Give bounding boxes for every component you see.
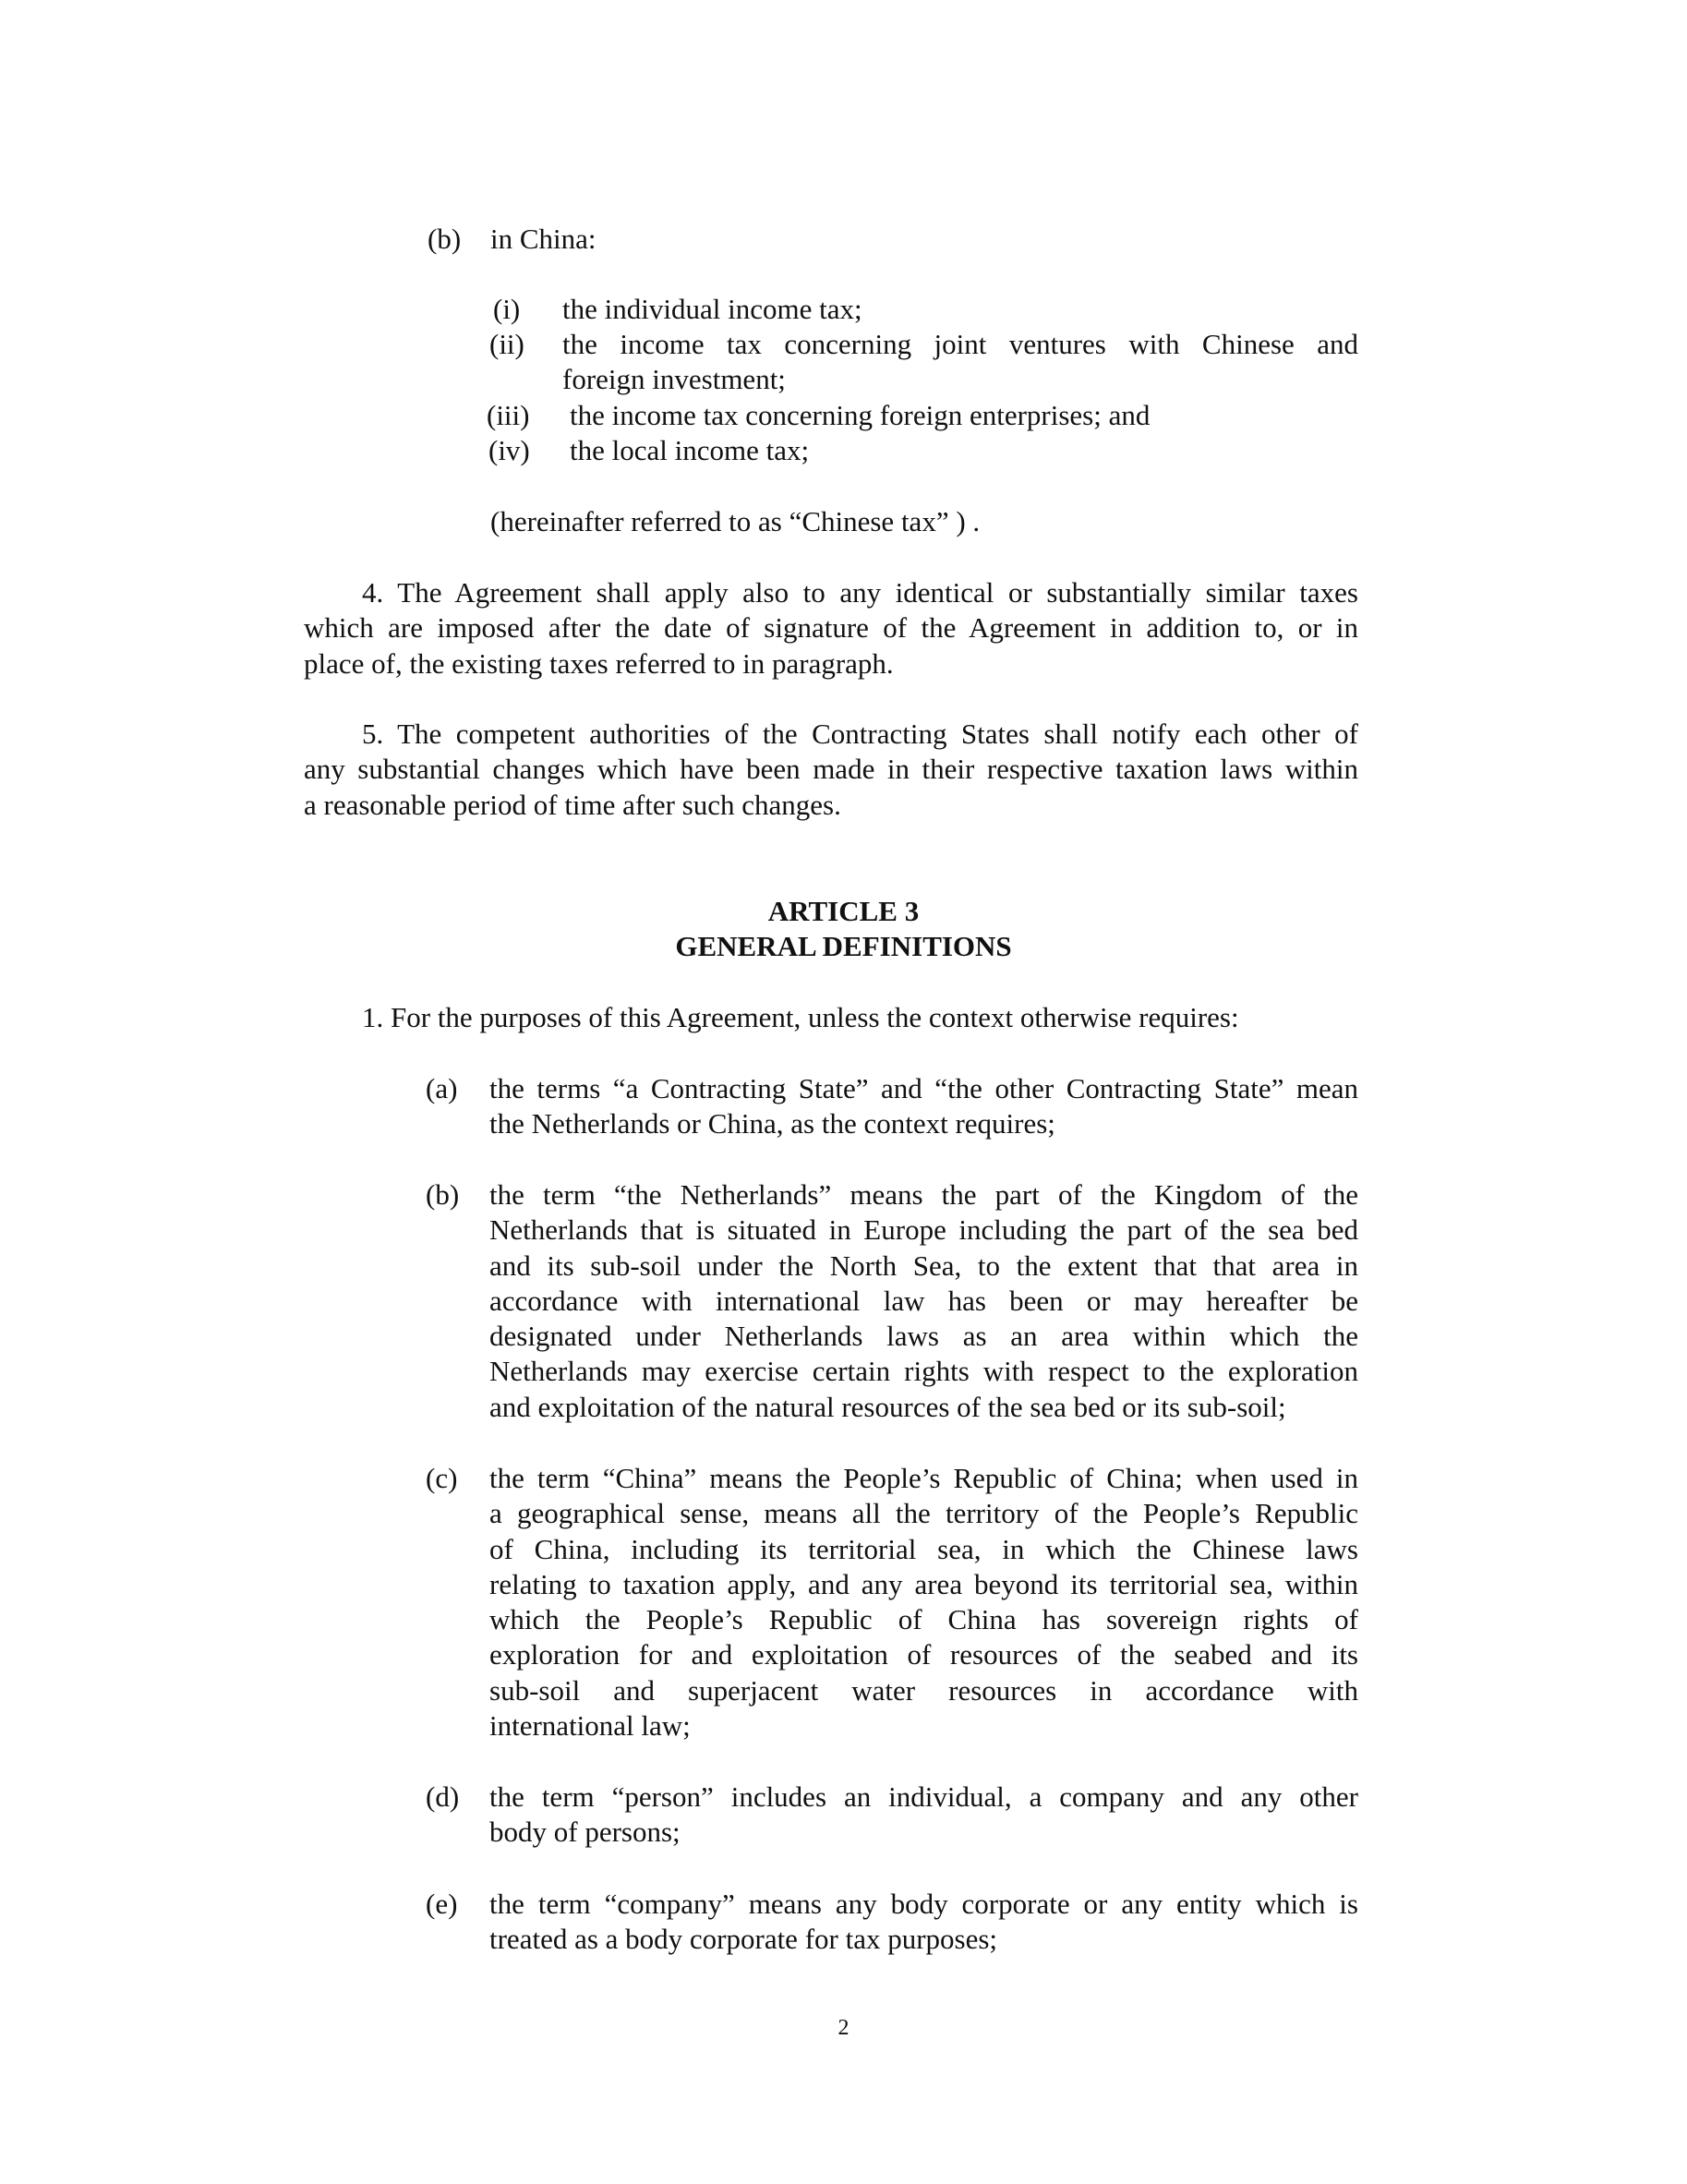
subitem-marker: (i) — [493, 293, 521, 325]
page-number: 2 — [837, 2016, 850, 2040]
definition-d: the term “person” includes an individual, a company and any other body of persons; — [489, 1780, 1358, 1849]
subitem-text: the individual income tax; — [562, 293, 862, 325]
definition-e: the term “company” means any body corporate or any entity which is treated as a body corporate for tax purposes; — [489, 1888, 1358, 1956]
subitem-marker: (iii) — [487, 399, 530, 431]
item-heading: in China: — [490, 223, 596, 255]
subitem-text: the income tax concerning foreign enterprises; and — [570, 399, 1151, 431]
subitem-marker: (ii) — [489, 328, 524, 360]
subitem-marker: (iv) — [488, 434, 530, 466]
paragraph-5: 5. The competent authorities of the Contracting States shall notify each other of any substantial changes which have been made in their respective taxation laws within a reasonable period of time after such changes. — [304, 718, 1358, 821]
article-number: ARTICLE 3 — [767, 895, 920, 927]
article-title: GENERAL DEFINITIONS — [675, 930, 1012, 962]
definition-marker: (d) — [426, 1780, 460, 1813]
definition-marker: (a) — [426, 1072, 458, 1104]
definition-b: the term “the Netherlands” means the part of the Kingdom of the Netherlands that is situated in Europe including the part of the sea bed and its sub-soil under the North Sea, to the extent that that area in accordance with international law has been or may hereafter be designated under Netherlands laws as an area within which the Netherlands may exercise certain rights with respect to the exploration and exploitation of the natural resources of the sea bed or its sub-soil; — [489, 1178, 1358, 1423]
hereinafter-note: (hereinafter referred to as “Chinese tax” ) . — [490, 505, 981, 537]
paragraph-4: 4. The Agreement shall apply also to any identical or substantially similar taxes which are imposed after the date of signature of the Agreement in addition to, or in place of, the existing taxes referred to in paragraph. — [304, 576, 1358, 680]
subitem-text: the local income tax; — [570, 434, 810, 466]
definition-c: the term “China” means the People’s Republic of China; when used in a geographical sense, means all the territory of the People’s Republic of China, including its territorial sea, in which the Chinese laws relating to taxation apply, and any area beyond its territorial sea, within which the People’s Republic of China has sovereign rights of exploration for and exploitation of resources of the seabed and its sub-soil and superjacent water resources in accordance with international law; — [489, 1462, 1358, 1743]
definition-marker: (c) — [426, 1462, 458, 1494]
subitem-text: the income tax concerning joint ventures with Chinese and foreign investment; — [562, 328, 1358, 396]
item-marker: (b) — [428, 223, 462, 255]
definition-marker: (b) — [426, 1178, 460, 1211]
definitions-intro: 1. For the purposes of this Agreement, unless the context otherwise requires: — [362, 1001, 1239, 1033]
definition-a: the terms “a Contracting State” and “the other Contracting State” mean the Netherlands or China, as the context requires; — [489, 1072, 1358, 1140]
definition-marker: (e) — [426, 1888, 458, 1920]
